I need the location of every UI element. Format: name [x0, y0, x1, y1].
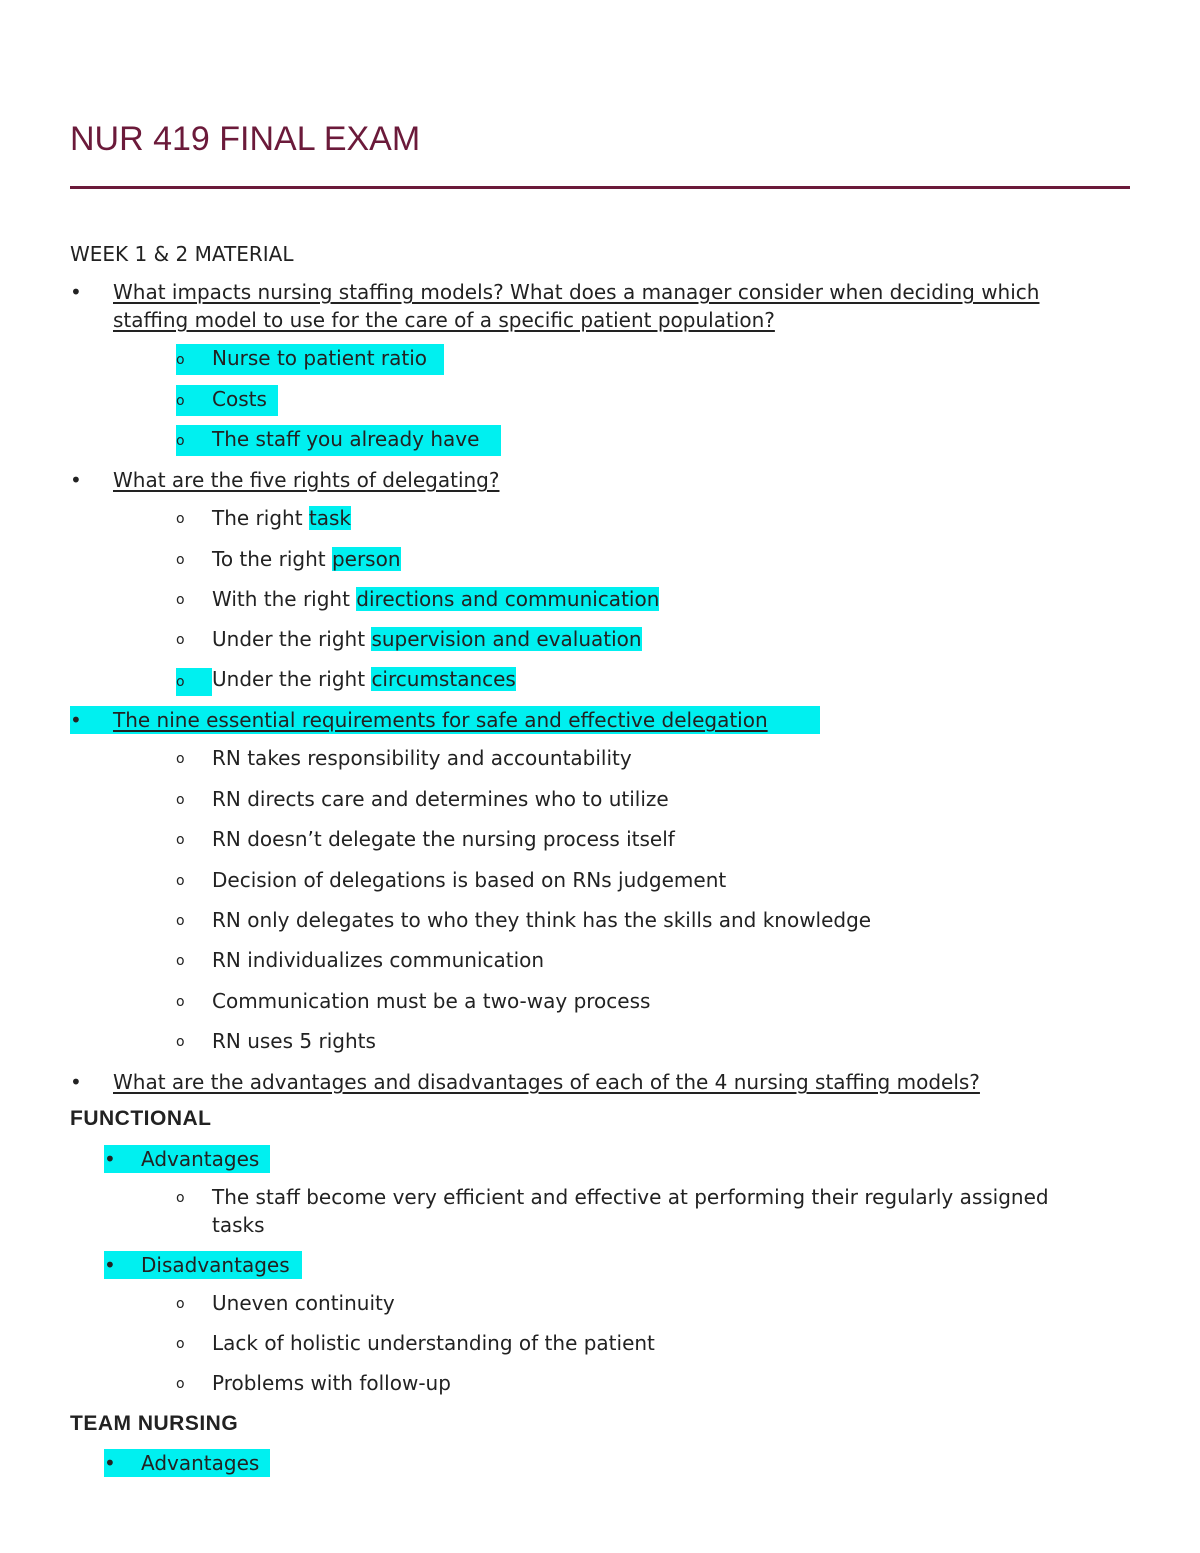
sub-bullet-icon: o	[176, 873, 185, 889]
bullet-icon: •	[70, 708, 82, 732]
list-item: RN only delegates to who they think has the skills and knowledge	[212, 908, 872, 932]
list-item: RN doesn’t delegate the nursing process itself	[212, 827, 675, 851]
section-heading-team-nursing: TEAM NURSING	[70, 1412, 239, 1435]
sub-bullet-icon: o	[176, 668, 212, 696]
list-item: Problems with follow-up	[212, 1371, 451, 1395]
section-heading-functional: FUNCTIONAL	[70, 1107, 212, 1130]
question-3-highlighted: • The nine essential requirements for safe and effective delegation	[70, 706, 820, 734]
sub-bullet-icon: o	[176, 953, 185, 969]
list-item-highlighted: o The staff you already have	[176, 425, 501, 456]
sub-bullet-icon: o	[176, 1034, 185, 1050]
list-item: RN directs care and determines who to utilize	[212, 787, 669, 811]
list-item: The staff become very efficient and effective at performing their regularly assigned	[212, 1185, 1049, 1209]
sub-bullet-icon: o	[176, 792, 185, 808]
sub-bullet-icon: o	[176, 511, 185, 527]
sub-bullet-icon: o	[176, 1376, 185, 1392]
list-item: o Under the right circumstances	[176, 665, 516, 696]
advantages-label: • Advantages	[104, 1145, 270, 1173]
sub-bullet-icon: o	[176, 552, 185, 568]
list-item: Decision of delegations is based on RNs judgement	[212, 868, 727, 892]
bullet-icon: •	[104, 1253, 116, 1277]
list-item: Communication must be a two-way process	[212, 989, 651, 1013]
section-label: WEEK 1 & 2 MATERIAL	[70, 242, 294, 266]
sub-bullet-icon: o	[176, 632, 185, 648]
sub-bullet-icon: o	[176, 592, 185, 608]
sub-bullet-icon: o	[176, 994, 185, 1010]
list-item: Under the right supervision and evaluation	[212, 627, 642, 651]
advantages-label: • Advantages	[104, 1449, 270, 1477]
list-item: Uneven continuity	[212, 1291, 395, 1315]
question-1-line-2: staffing model to use for the care of a specific patient population?	[113, 308, 775, 332]
list-item: With the right directions and communication	[212, 587, 660, 611]
question-2: What are the five rights of delegating?	[113, 468, 500, 492]
title-divider	[70, 186, 1130, 189]
bullet-icon: •	[104, 1147, 116, 1171]
question-1-line-1: What impacts nursing staffing models? What does a manager consider when deciding which	[113, 280, 1040, 304]
list-item: The right task	[212, 506, 352, 530]
list-item-highlighted: o Nurse to patient ratio	[176, 344, 444, 375]
list-item: RN takes responsibility and accountability	[212, 746, 632, 770]
sub-bullet-icon: o	[176, 352, 185, 368]
sub-bullet-icon: o	[176, 1296, 185, 1312]
bullet-icon: •	[70, 280, 82, 304]
sub-bullet-icon: o	[176, 1190, 185, 1206]
list-item: Lack of holistic understanding of the patient	[212, 1331, 655, 1355]
list-item-highlighted: o Costs	[176, 385, 278, 416]
list-item: RN uses 5 rights	[212, 1029, 376, 1053]
sub-bullet-icon: o	[176, 832, 185, 848]
bullet-icon: •	[70, 468, 82, 492]
document-title: NUR 419 FINAL EXAM	[70, 120, 421, 158]
question-4: What are the advantages and disadvantages of each of the 4 nursing staffing models?	[113, 1070, 980, 1094]
list-item: To the right person	[212, 547, 401, 571]
sub-bullet-icon: o	[176, 751, 185, 767]
sub-bullet-icon: o	[176, 433, 185, 449]
disadvantages-label: • Disadvantages	[104, 1251, 302, 1279]
sub-bullet-icon: o	[176, 1336, 185, 1352]
list-item-continuation: tasks	[212, 1213, 265, 1237]
bullet-icon: •	[70, 1070, 82, 1094]
bullet-icon: •	[104, 1451, 116, 1475]
sub-bullet-icon: o	[176, 393, 185, 409]
list-item: RN individualizes communication	[212, 948, 545, 972]
sub-bullet-icon: o	[176, 913, 185, 929]
